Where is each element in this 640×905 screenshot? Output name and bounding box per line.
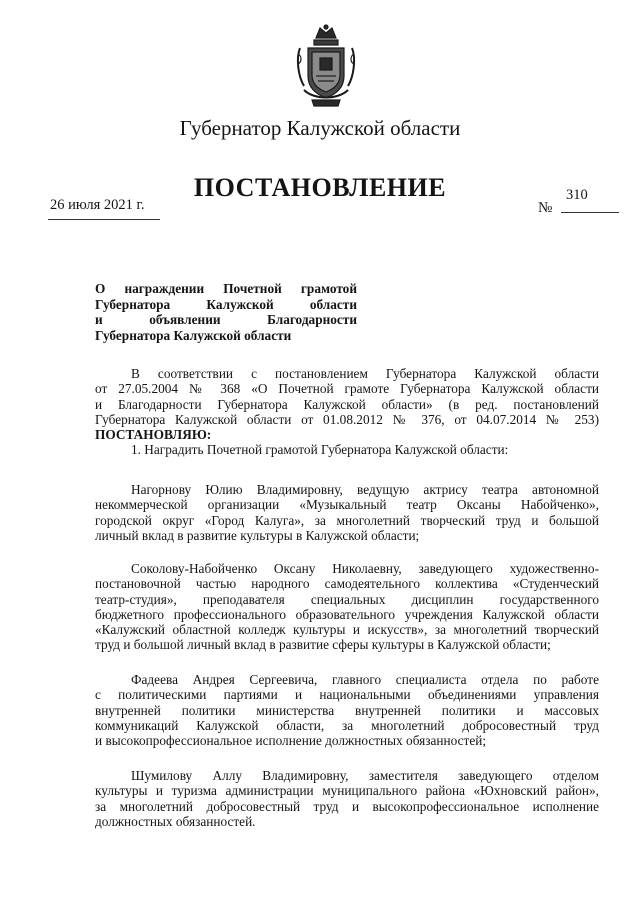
document-date: 26 июля 2021 г. bbox=[50, 197, 145, 213]
awardee-line: постановочной частью народного самодеятельного коллектива «Студенческий bbox=[95, 576, 599, 592]
subject-line: О награждении Почетной грамотой bbox=[95, 281, 357, 296]
preamble-line: от 27.05.2004 № 368 «О Почетной грамоте Губернатора Калужской области bbox=[95, 381, 599, 397]
awardee-line: и высокопрофессиональное исполнение должностных обязанностей; bbox=[95, 733, 487, 749]
document-number: 310 bbox=[566, 187, 588, 203]
issuing-authority: Губернатор Калужской области bbox=[179, 116, 461, 140]
subject-line: Губернатора Калужской области bbox=[95, 296, 357, 312]
awardee-line: личный вклад в развитие культуры в Калужской области; bbox=[95, 527, 420, 543]
awardee-line: «Калужский областной колледж культуры и искусств», за многолетний творческий bbox=[95, 622, 599, 638]
subject-line: Губернатора Калужской области bbox=[95, 327, 292, 343]
awardee-line: городской округ «Город Калуга», за многолетний творческий труд и большой bbox=[95, 512, 599, 528]
awardee-line: культуры и туризма администрации муниципального района «Юхновский район», bbox=[95, 783, 599, 799]
awardee-line: бюджетного профессионального образовательного учреждения Калужской области bbox=[95, 606, 599, 622]
awardee-line: Нагорнову Юлию Владимировну, ведущую актрису театра автономной bbox=[131, 482, 599, 497]
number-underline bbox=[561, 212, 619, 213]
document-type-title: ПОСТАНОВЛЕНИЕ bbox=[193, 173, 447, 202]
awardee-line: труд и большой личный вклад в развитие сферы культуры в Калужской области; bbox=[95, 637, 551, 653]
awardee-line: коммуникаций Калужской области, за многолетний добросовестный труд bbox=[95, 717, 599, 733]
awardee-line: театр-студия», преподавателя специальных дисциплин государственного bbox=[95, 591, 599, 607]
subject-line: и объявлении Благодарности bbox=[95, 312, 357, 327]
preamble-paragraph bbox=[95, 366, 599, 458]
coat-of-arms-emblem bbox=[294, 24, 358, 110]
awardee-line: должностных обязанностей. bbox=[95, 813, 256, 829]
awardee-line: с политическими партиями и национальными объединениями управления bbox=[95, 687, 599, 703]
awardee-line: внутренней политики министерства внутренней политики и массовых bbox=[95, 702, 599, 718]
decree-item-1: 1. Наградить Почетной грамотой Губернатора Калужской области: bbox=[131, 442, 509, 458]
awardee-line: некоммерческой организации «Музыкальный театр Оксаны Набойченко», bbox=[95, 497, 599, 513]
subject-heading bbox=[95, 281, 357, 343]
decree-word: ПОСТАНОВЛЯЮ: bbox=[95, 427, 212, 443]
awardee-line: за многолетний добросовестный труд и высокопрофессиональное исполнение bbox=[95, 798, 599, 814]
awardee-paragraph-3 bbox=[95, 672, 599, 748]
preamble-line: и Благодарности Губернатора Калужской области» (в ред. постановлений bbox=[95, 396, 599, 412]
awardee-paragraph-2 bbox=[95, 561, 599, 653]
number-label: № bbox=[538, 200, 553, 216]
awardee-paragraph-1 bbox=[95, 482, 599, 543]
awardee-line: Фадеева Андрея Сергеевича, главного специалиста отдела по работе bbox=[131, 672, 599, 687]
awardee-line: Соколову-Набойченко Оксану Николаевну, заведующего художественно- bbox=[131, 561, 599, 576]
date-underline bbox=[48, 219, 160, 220]
preamble-line: Губернатора Калужской области от 01.08.2012 № 376, от 04.07.2014 № 253) bbox=[95, 411, 599, 427]
awardee-paragraph-4 bbox=[95, 768, 599, 829]
preamble-line: В соответствии с постановлением Губернатора Калужской области bbox=[131, 366, 599, 381]
awardee-line: Шумилову Аллу Владимировну, заместителя заведующего отделом bbox=[131, 768, 599, 783]
